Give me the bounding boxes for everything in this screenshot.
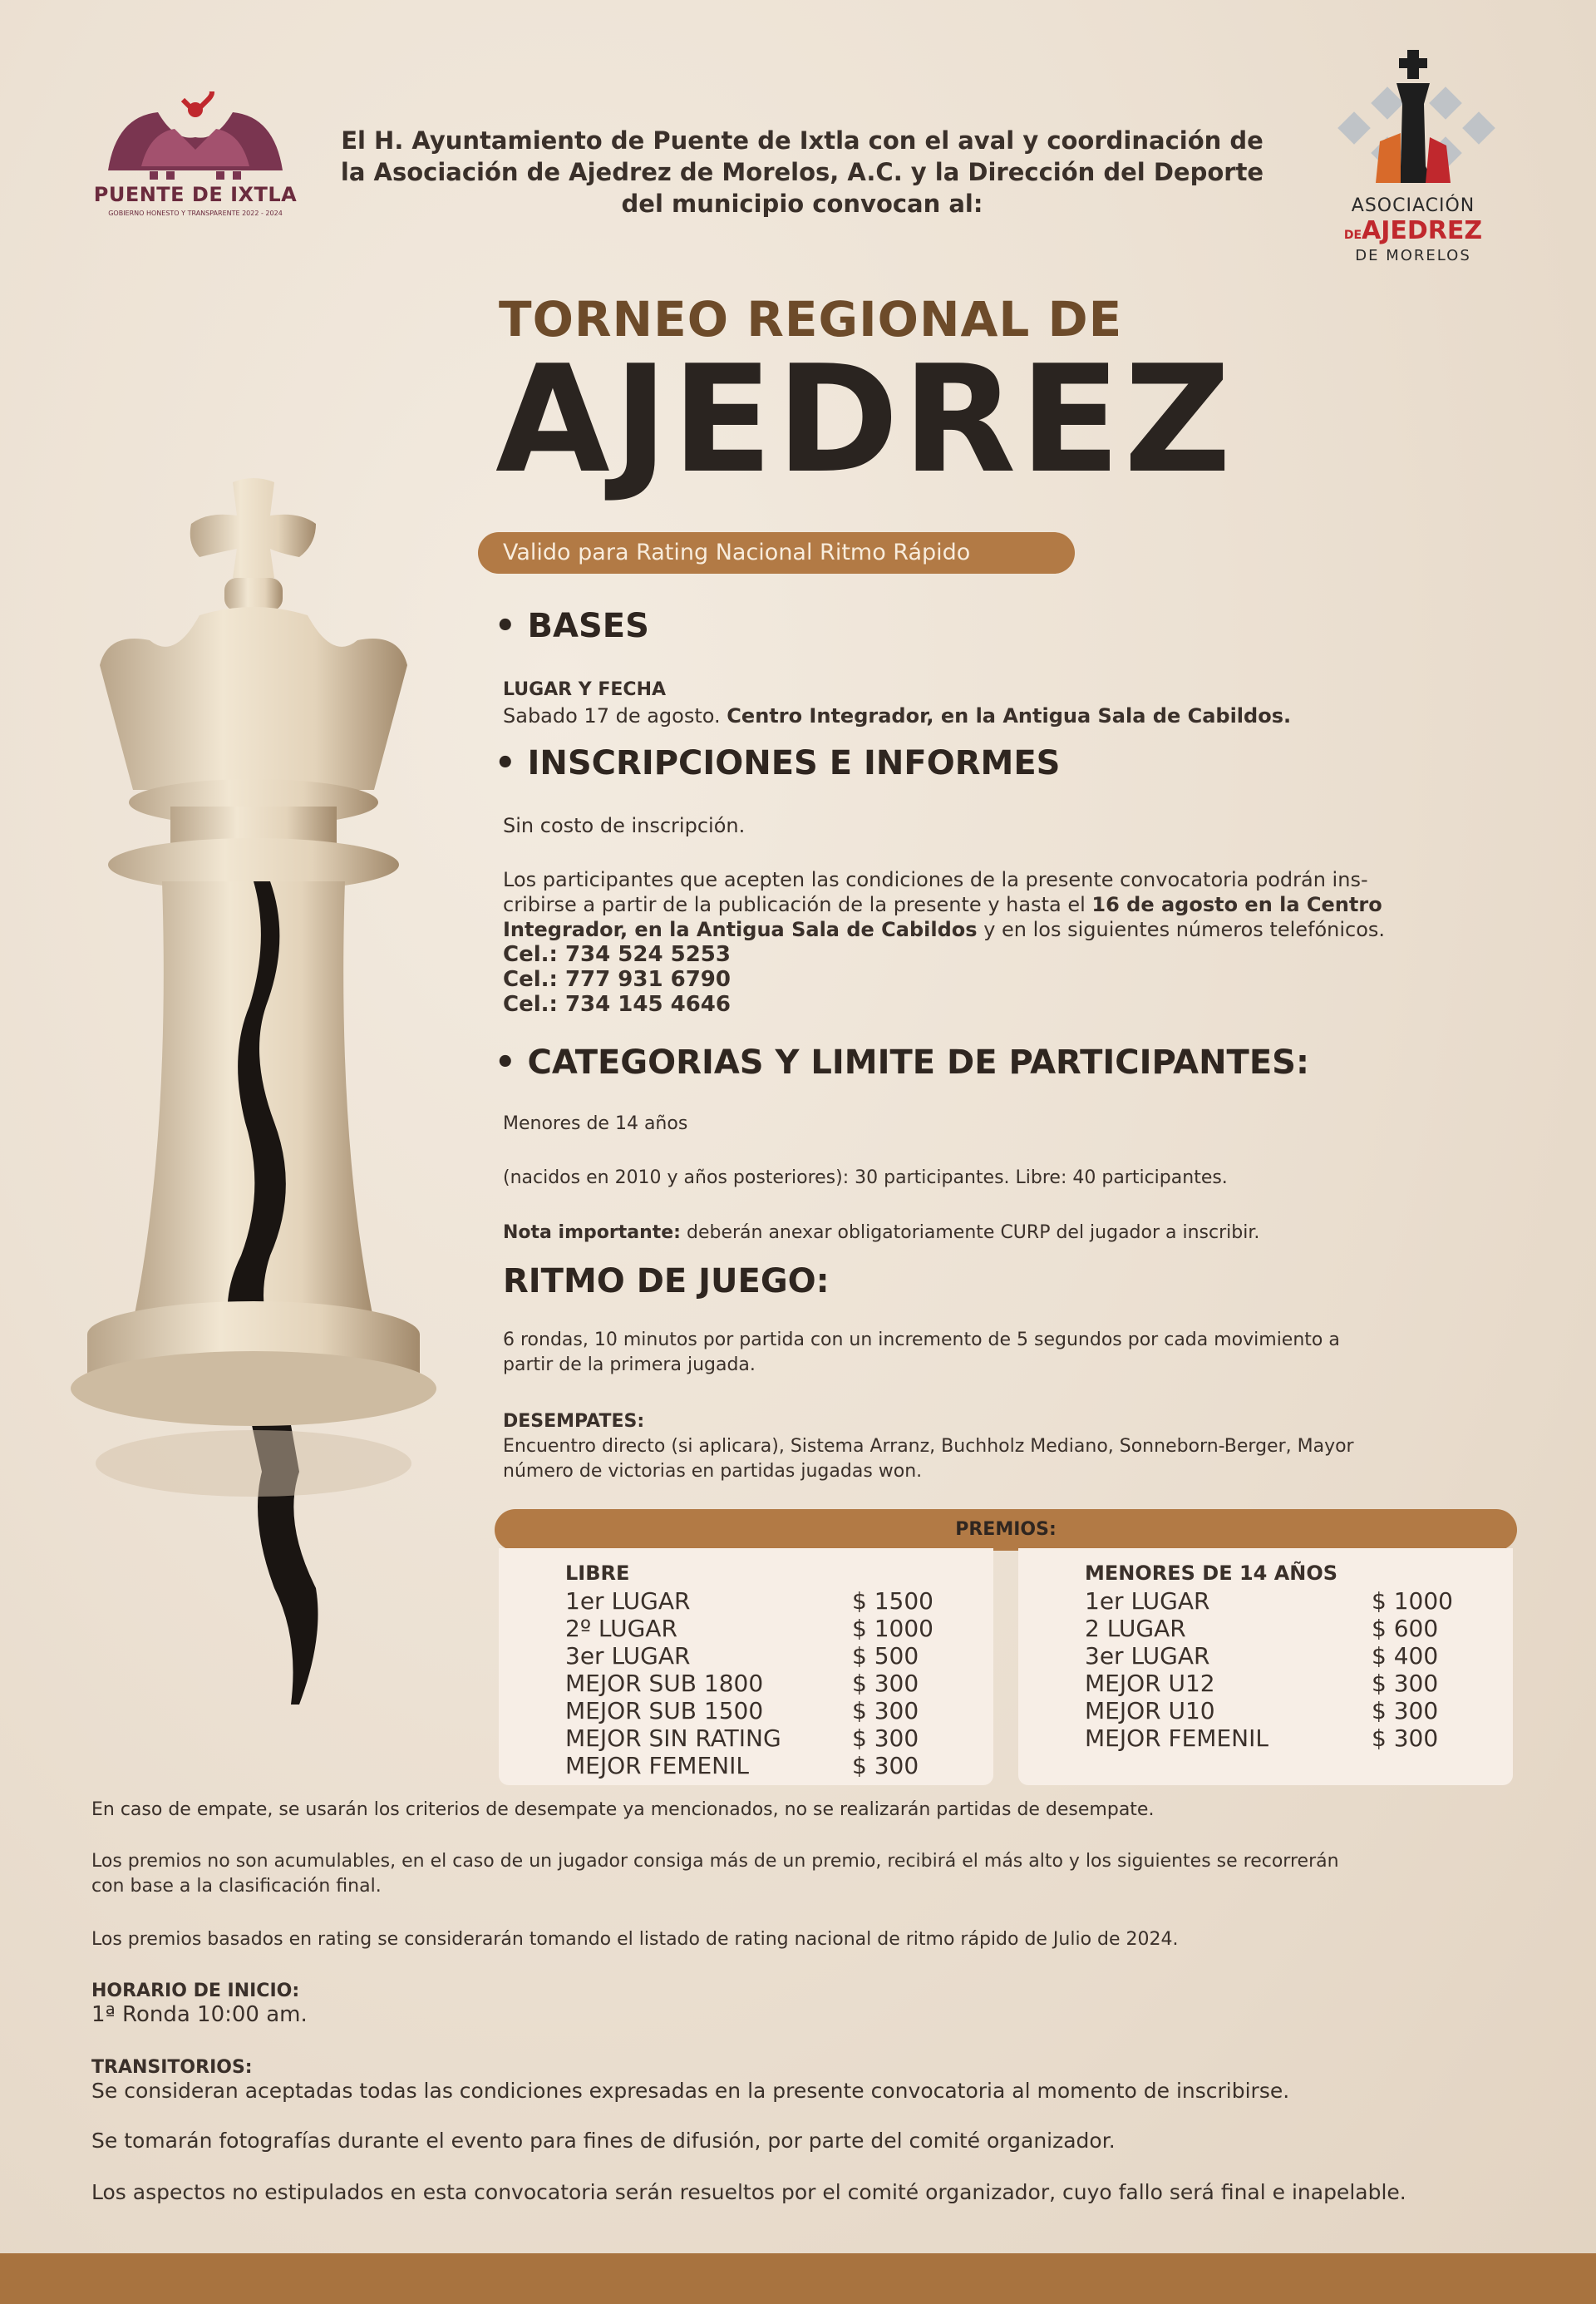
chess-king-icon xyxy=(50,474,457,1771)
transitorios-label: TRANSITORIOS: xyxy=(91,2057,253,2078)
insc-line3 xyxy=(503,917,1500,942)
prize-amount: $ 300 xyxy=(1372,1697,1439,1724)
prize-row xyxy=(565,1587,933,1615)
ritmo-line2: partir de la primera jugada. xyxy=(503,1354,756,1375)
transitorio-2: Se tomarán fotografías durante el evento para fines de difusión, por parte del comité organizador. xyxy=(91,2129,1116,2153)
categorias-heading: • CATEGORIAS Y LIMITE DE PARTICIPANTES: xyxy=(495,1043,1309,1082)
inscripciones-heading: • INSCRIPCIONES E INFORMES xyxy=(495,744,1061,782)
prize-amount: $ 600 xyxy=(1372,1615,1439,1642)
horario-label: HORARIO DE INICIO: xyxy=(91,1981,300,2001)
insc-line1: Los participantes que acepten las condiciones de la presente convocatoria podrán ins- xyxy=(503,868,1368,891)
phone-2: Cel.: 777 931 6790 xyxy=(503,967,731,992)
prize-label: 3er LUGAR xyxy=(565,1642,691,1670)
prize-label: MEJOR U12 xyxy=(1085,1670,1215,1697)
desempates-line1: Encuentro directo (si aplicara), Sistema Arranz, Buchholz Mediano, Sonneborn-Berger, Mayor xyxy=(503,1436,1354,1457)
lugar-bold: Centro Integrador, en la Antigua Sala de Cabildos. xyxy=(727,704,1292,728)
premios-menores-table xyxy=(1085,1560,1453,1752)
rating-pill: Valido para Rating Nacional Ritmo Rápido xyxy=(478,532,1075,574)
menores-title: MENORES DE 14 AÑOS xyxy=(1085,1561,1338,1585)
prize-amount: $ 300 xyxy=(852,1697,919,1724)
note-acumulables-line1: Los premios no son acumulables, en el caso de un jugador consiga más de un premio, recibirá el más alto y los siguientes se recorrerán xyxy=(91,1851,1339,1872)
inscripciones-paragraph xyxy=(503,867,1500,1017)
bottom-bar xyxy=(0,2253,1596,2304)
prize-amount: $ 500 xyxy=(852,1642,919,1670)
prize-row xyxy=(565,1642,933,1670)
prize-amount: $ 1500 xyxy=(852,1587,933,1615)
transitorio-1: Se consideran aceptadas todas las condiciones expresadas en la presente convocatoria al momento de inscribirse. xyxy=(91,2079,1290,2103)
title-main: AJEDREZ xyxy=(495,333,1235,506)
lugar-label: LUGAR Y FECHA xyxy=(503,679,667,700)
lugar-text: Sabado 17 de agosto. xyxy=(503,704,721,728)
prize-label: 3er LUGAR xyxy=(1085,1642,1210,1670)
transitorio-3: Los aspectos no estipulados en esta convocatoria serán resueltos por el comité organizador, cuyo fallo será final e inapelable. xyxy=(91,2180,1406,2204)
note-rating: Los premios basados en rating se considerarán tomando el listado de rating nacional de ritmo rápido de Julio de 2024. xyxy=(91,1929,1179,1950)
asociacion-ajedrez-logo xyxy=(1309,42,1517,264)
insc-line3-bold: Integrador, en la Antigua Sala de Cabildos xyxy=(503,918,978,941)
desempates-label: DESEMPATES: xyxy=(503,1411,645,1432)
costo-text: Sin costo de inscripción. xyxy=(503,814,746,837)
prize-amount: $ 300 xyxy=(1372,1724,1439,1752)
ritmo-heading: RITMO DE JUEGO: xyxy=(503,1262,830,1300)
prize-amount: $ 1000 xyxy=(1372,1587,1453,1615)
nota-label: Nota importante: xyxy=(503,1222,681,1243)
insc-line2-text: cribirse a partir de la publicación de la presente y hasta el xyxy=(503,893,1086,916)
prize-amount: $ 300 xyxy=(1372,1670,1439,1697)
chess-king-logo-icon xyxy=(1309,42,1517,195)
prize-label: 1er LUGAR xyxy=(565,1587,691,1615)
phone-3: Cel.: 734 145 4646 xyxy=(503,992,731,1017)
prize-label: MEJOR U10 xyxy=(1085,1697,1215,1724)
bases-heading: • BASES xyxy=(495,607,649,645)
prize-row xyxy=(565,1752,933,1779)
prize-label: MEJOR FEMENIL xyxy=(565,1752,749,1779)
prize-label: MEJOR FEMENIL xyxy=(1085,1724,1268,1752)
horario-text: 1ª Ronda 10:00 am. xyxy=(91,2002,308,2027)
lugar-fecha xyxy=(503,703,1291,728)
categoria-2: (nacidos en 2010 y años posteriores): 30 participantes. Libre: 40 participantes. xyxy=(503,1167,1228,1188)
right-logo-line2-main: AJEDREZ xyxy=(1362,216,1483,245)
phone-1: Cel.: 734 524 5253 xyxy=(503,942,731,967)
prize-row xyxy=(565,1697,933,1724)
prize-label: 2º LUGAR xyxy=(565,1615,677,1642)
prize-row xyxy=(1085,1587,1453,1615)
prize-label: MEJOR SUB 1800 xyxy=(565,1670,764,1697)
prize-row xyxy=(1085,1670,1453,1697)
ritmo-text xyxy=(503,1328,1340,1378)
right-logo-line2 xyxy=(1309,216,1517,245)
prize-label: 2 LUGAR xyxy=(1085,1615,1186,1642)
categoria-1: Menores de 14 años xyxy=(503,1113,688,1134)
left-logo-sub: GOBIERNO HONESTO Y TRANSPARENTE 2022 - 2024 xyxy=(108,210,283,217)
right-logo-line2-prefix: DE xyxy=(1343,229,1362,242)
prize-amount: $ 400 xyxy=(1372,1642,1439,1670)
nota-importante xyxy=(503,1221,1259,1246)
right-logo-line3: DE MORELOS xyxy=(1355,247,1471,264)
note-acumulables-line2: con base a la clasificación final. xyxy=(91,1876,382,1897)
intro-text: El H. Ayuntamiento de Puente de Ixtla con el aval y coordinación de la Asociación de Ajedrez de Morelos, A.C. y la Dirección del Deporte del municipio convocan al: xyxy=(340,126,1264,218)
prize-label: MEJOR SIN RATING xyxy=(565,1724,781,1752)
premios-heading: PREMIOS: xyxy=(495,1509,1517,1551)
insc-line2 xyxy=(503,892,1500,917)
prize-row xyxy=(1085,1615,1453,1642)
libre-title: LIBRE xyxy=(565,1561,630,1585)
note-empate: En caso de empate, se usarán los criterios de desempate ya mencionados, no se realizarán partidas de desempate. xyxy=(91,1799,1155,1820)
prize-row xyxy=(1085,1724,1453,1752)
prize-label: 1er LUGAR xyxy=(1085,1587,1210,1615)
prize-row xyxy=(565,1670,933,1697)
prize-label: MEJOR SUB 1500 xyxy=(565,1697,764,1724)
ritmo-line1: 6 rondas, 10 minutos por partida con un incremento de 5 segundos por cada movimiento a xyxy=(503,1330,1340,1350)
left-logo-name: PUENTE DE IXTLA xyxy=(93,183,298,206)
desempates-text xyxy=(503,1434,1354,1484)
prize-amount: $ 300 xyxy=(852,1752,919,1779)
nota-text: deberán anexar obligatoriamente CURP del jugador a inscribir. xyxy=(686,1222,1260,1243)
prize-amount: $ 300 xyxy=(852,1670,919,1697)
note-acumulables xyxy=(91,1849,1521,1899)
prize-row xyxy=(565,1724,933,1752)
prize-row xyxy=(565,1615,933,1642)
prize-row xyxy=(1085,1697,1453,1724)
premios-libre-table xyxy=(565,1560,933,1779)
puente-de-ixtla-logo xyxy=(91,91,299,224)
desempates-line2: número de victorias en partidas jugadas won. xyxy=(503,1461,923,1482)
ixtla-emblem-icon xyxy=(91,91,299,183)
insc-line2-bold: 16 de agosto en la Centro xyxy=(1091,893,1382,916)
prize-row xyxy=(1085,1642,1453,1670)
prize-amount: $ 1000 xyxy=(852,1615,933,1642)
insc-line3-text: y en los siguientes números telefónicos. xyxy=(983,918,1386,941)
prize-amount: $ 300 xyxy=(852,1724,919,1752)
title-line1: TORNEO REGIONAL DE xyxy=(499,291,1123,348)
right-logo-line1: ASOCIACIÓN xyxy=(1351,195,1475,216)
